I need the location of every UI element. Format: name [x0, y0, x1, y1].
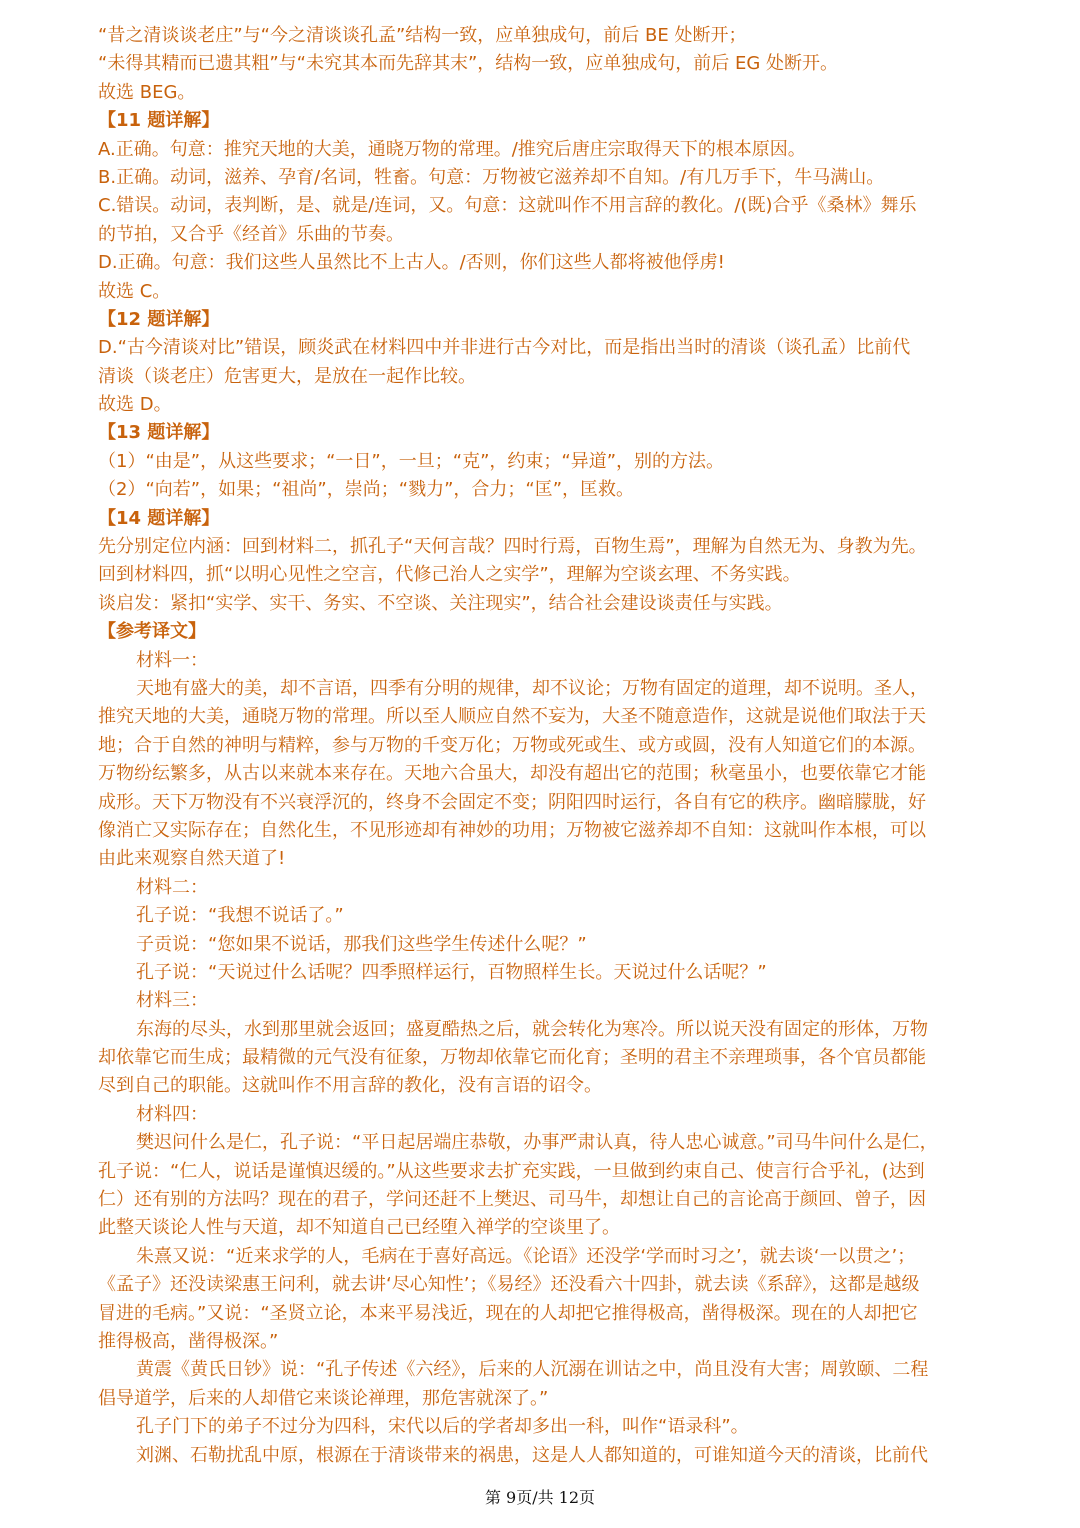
text-line: 地；合于自然的神明与精粹，参与万物的千变万化；万物或死或生、或方或圆，没有人知道它们的本源。 [98, 734, 926, 756]
text-line: 东海的尽头，水到那里就会返回；盛夏酷热之后，就会转化为寒冷。所以说天没有固定的形体，万物 [136, 1018, 928, 1040]
section-heading: 【14 题详解】 [98, 507, 220, 529]
text-line: 谈启发：紧扣“实学、实干、务实、不空谈、关注现实”，结合社会建设谈责任与实践。 [98, 592, 783, 614]
text-line: 材料二： [136, 876, 208, 898]
text-line: 故选 BEG。 [98, 81, 196, 103]
text-line: 材料四： [136, 1103, 208, 1125]
text-line: 材料一： [136, 649, 208, 671]
text-line: 樊迟问什么是仁，孔子说：“平日起居端庄恭敬，办事严肃认真，待人忠心诚意。”司马牛问什么是仁， [136, 1132, 938, 1154]
text-line: 回到材料四，抓“以明心见性之空言，代修己治人之实学”，理解为空谈玄理、不务实践。 [98, 564, 801, 586]
text-line: 成形。天下万物没有不兴衰浮沉的，终身不会固定不变；阴阳四时运行，各自有它的秩序。幽暗朦胧，好 [98, 791, 926, 813]
section-heading: 【12 题详解】 [98, 308, 220, 330]
text-line: （1）“由是”，从这些要求；“一日”，一旦；“克”，约束；“异道”，别的方法。 [98, 450, 725, 472]
section-heading: 【13 题详解】 [98, 422, 220, 444]
text-line: 孔子说：“我想不说话了。” [136, 905, 344, 927]
text-line: 仁）还有别的方法吗？现在的君子，学问还赶不上樊迟、司马牛，却想让自己的言论高于颜回、曾子，因 [98, 1189, 926, 1211]
text-line: 万物纷纭繁多，从古以来就本来存在。天地六合虽大，却没有超出它的范围；秋毫虽小，也要依靠它才能 [98, 763, 926, 785]
text-line: 由此来观察自然天道了! [98, 848, 286, 870]
text-line: 此整天谈论人性与天道，却不知道自己已经堕入禅学的空谈里了。 [98, 1217, 620, 1239]
text-line: 先分别定位内涵：回到材料二，抓孔子“天何言哉？四时行焉，百物生焉”，理解为自然无为、身教为先。 [98, 536, 927, 558]
section-heading: 【参考译文】 [98, 621, 206, 643]
text-line: D.“古今清谈对比”错误，顾炎武在材料四中并非进行古今对比，而是指出当时的清谈（谈孔孟）比前代 [98, 337, 911, 359]
text-line: 子贡说：“您如果不说话，那我们这些学生传述什么呢？” [136, 933, 587, 955]
text-line: 黄震《黄氏日钞》说：“孔子传述《六经》，后来的人沉溺在训诂之中，尚且没有大害；周敦颐、二程 [136, 1359, 929, 1381]
text-line: 《孟子》还没读梁惠王问利，就去讲‘尽心知性’；《易经》还没看六十四卦，就去读《系辞》，这都是越级 [98, 1274, 920, 1296]
text-line: 却依靠它而生成；最精微的元气没有征象，万物却依靠它而化育；圣明的君主不亲理琐事，各个官员都能 [98, 1047, 926, 1069]
text-line: D.正确。句意：我们这些人虽然比不上古人。/否则，你们这些人都将被他俘虏! [98, 252, 725, 274]
text-line: 冒进的毛病。”又说：“圣贤立论，本来平易浅近，现在的人却把它推得极高，凿得极深。现在的人却把它 [98, 1302, 918, 1324]
text-line: A.正确。句意：推究天地的大美，通晓万物的常理。/推究后唐庄宗取得天下的根本原因。 [98, 138, 806, 160]
text-line: 故选 C。 [98, 280, 171, 302]
text-line: 的节拍，又合乎《经首》乐曲的节奏。 [98, 223, 404, 245]
text-line: 朱熹又说：“近来求学的人，毛病在于喜好高远。《论语》还没学‘学而时习之’，就去谈‘一以贯之’； [136, 1245, 916, 1267]
text-line: 孔子门下的弟子不过分为四科，宋代以后的学者却多出一科，叫作“语录科”。 [136, 1416, 749, 1438]
section-heading: 【11 题详解】 [98, 110, 220, 132]
page-number: 第 9页/共 12页 [484, 1488, 596, 1507]
text-line: 刘渊、石勒扰乱中原，根源在于清谈带来的祸患，这是人人都知道的，可谁知道今天的清谈，比前代 [136, 1444, 928, 1466]
text-line: C.错误。动词，表判断，是、就是/连词，又。句意：这就叫作不用言辞的教化。/(既)合乎《桑林》舞乐 [98, 195, 917, 217]
text-line: 故选 D。 [98, 394, 172, 416]
text-line: 清谈（谈老庄）危害更大，是放在一起作比较。 [98, 365, 476, 387]
text-line: 材料三： [136, 990, 208, 1012]
document-body [98, 22, 988, 1470]
text-line: B.正确。动词，滋养、孕育/名词，牲畜。句意：万物被它滋养却不自知。/有几万手下，牛马满山。 [98, 166, 885, 188]
text-line: （2）“向若”，如果；“祖尚”，崇尚；“戮力”，合力；“匡”，匡救。 [98, 479, 635, 501]
text-line: 孔子说：“仁人，说话是谨慎迟缓的。”从这些要求去扩充实践，一旦做到约束自己、使言行合乎礼，(达到 [98, 1160, 925, 1182]
text-line: 孔子说：“天说过什么话呢？四季照样运行，百物照样生长。天说过什么话呢？” [136, 961, 767, 983]
text-line: 像消亡又实际存在；自然化生，不见形迹却有神妙的功用；万物被它滋养却不自知：这就叫作本根，可以 [98, 819, 926, 841]
text-line: 推究天地的大美，通晓万物的常理。所以至人顺应自然不妄为，大圣不随意造作，这就是说他们取法于天 [98, 706, 926, 728]
text-line: 推得极高，凿得极深。” [98, 1330, 279, 1352]
text-line: 天地有盛大的美，却不言语，四季有分明的规律，却不议论；万物有固定的道理，却不说明。圣人， [136, 677, 928, 699]
text-line: 倡导道学，后来的人却借它来谈论禅理，那危害就深了。” [98, 1387, 549, 1409]
text-line: “未得其精而已遗其粗”与“未究其本而先辞其末”，结构一致，应单独成句，前后 EG 处断开。 [98, 53, 839, 75]
text-line: 尽到自己的职能。这就叫作不用言辞的教化，没有言语的诏令。 [98, 1075, 602, 1097]
text-line: “昔之清谈谈老庄”与“今之清谈谈孔孟”结构一致，应单独成句，前后 BE 处断开； [98, 25, 747, 46]
